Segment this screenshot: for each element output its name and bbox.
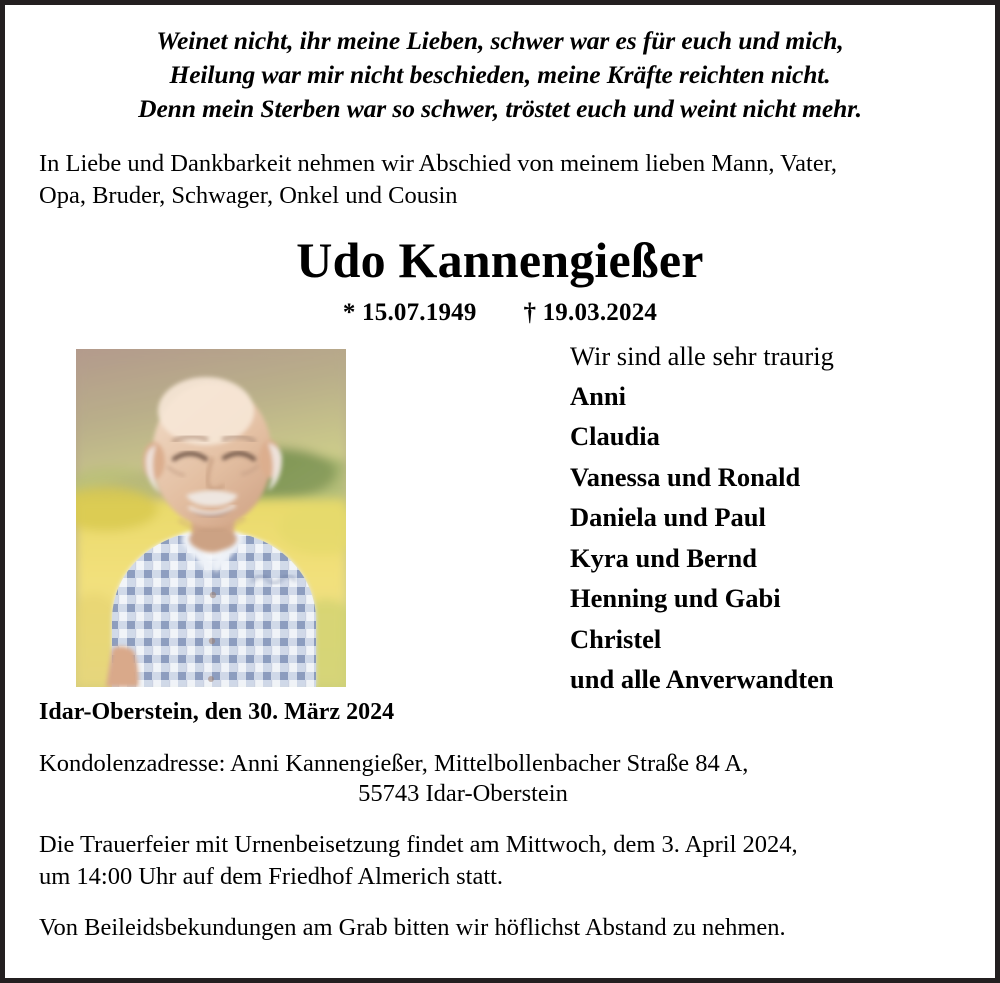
condolence-address (39, 727, 967, 809)
mourner-name: Henning und Gabi (570, 583, 781, 614)
ceremony-line-2: um 14:00 Uhr auf dem Friedhof Almerich statt. (39, 862, 504, 890)
notice-footer (33, 697, 967, 944)
mourner-name: Vanessa und Ronald (570, 461, 801, 492)
poem-line-1: Weinet nicht, ihr meine Lieben, schwer war es für euch und mich, (156, 26, 844, 55)
closing-request: Von Beileidsbekundungen am Grab bitten wir höflichst Abstand zu nehmen. (39, 914, 786, 942)
ceremony-line-1: Die Trauerfeier mit Urnenbeisetzung findet am Mittwoch, dem 3. April 2024, (39, 830, 798, 858)
poem-line-3: Denn mein Sterben war so schwer, tröstet euch und weint nicht mehr. (138, 93, 862, 123)
mourner-name: Christel (570, 623, 662, 654)
mourner-name: Daniela und Paul (570, 502, 766, 533)
mourners-lead-text: Wir sind alle sehr traurig (570, 341, 834, 372)
intro-line-1: In Liebe und Dankbarkeit nehmen wir Abschied von meinem lieben Mann, Vater, (39, 149, 837, 177)
photo-and-mourners (33, 341, 967, 697)
birth-date: 15.07.1949 (362, 299, 477, 327)
death-symbol-icon: † (523, 299, 537, 327)
deceased-block (33, 211, 967, 327)
memorial-poem (33, 21, 967, 126)
life-dates (33, 287, 967, 327)
notice-content (5, 5, 995, 978)
mourner-name: Claudia (570, 421, 660, 452)
introduction-text (33, 126, 967, 212)
ceremony-details (39, 809, 967, 893)
place-and-date: Idar-Oberstein, den 30. März 2024 (39, 699, 395, 726)
poem-line-2: Heilung war mir nicht beschieden, meine Kräfte reichten nicht. (169, 59, 831, 89)
condolence-line-1: Kondolenzadresse: Anni Kannengießer, Mittelbollenbacher Straße 84 A, (39, 750, 749, 777)
condolence-line-2: 55743 Idar-Oberstein (358, 779, 568, 807)
intro-line-2: Opa, Bruder, Schwager, Onkel und Cousin (39, 181, 458, 209)
mourner-name: Kyra und Bernd (570, 542, 758, 573)
deceased-portrait-photo (76, 349, 346, 687)
portrait-illustration (76, 349, 346, 687)
birth-symbol-icon: * (342, 299, 356, 327)
death-date: 19.03.2024 (542, 299, 658, 327)
mourner-name: Anni (570, 380, 626, 411)
deceased-name: Udo Kannengießer (296, 232, 704, 289)
mourner-name: und alle Anverwandten (570, 664, 834, 695)
mourners-list (570, 343, 1000, 693)
